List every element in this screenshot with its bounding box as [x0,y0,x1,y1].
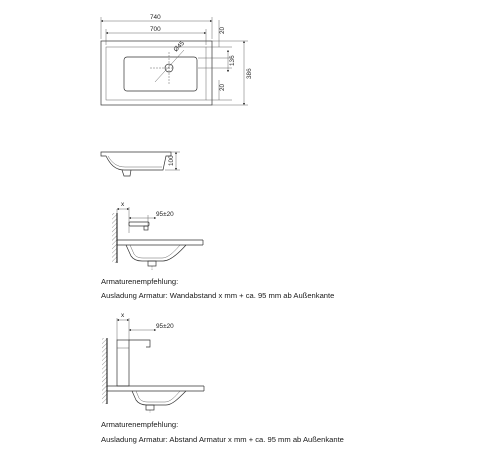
faucet-1 [129,222,149,226]
detail1-heading: Armaturenempfehlung: [101,277,179,286]
right-mid-136-label: 136 [229,55,236,66]
right-bottom-20-label: 20 [219,83,226,91]
basin-rim [106,47,206,100]
detail1-text: Ausladung Armatur: Wandabstand x mm + ca. 95 mm ab Außenkante [101,291,335,300]
wall-hatch-1 [112,213,117,263]
faucet-2 [117,340,129,386]
detail1-offset-label: 95±20 [156,211,174,218]
detail1-x-label: x [121,201,125,208]
basin-section-1 [126,245,186,261]
right-total-386-label: 386 [246,68,253,79]
side-view [101,152,180,176]
detail2-text: Ausladung Armatur: Abstand Armatur x mm + ca. 95 mm ab Außenkante [101,435,344,444]
detail2-heading: Armaturenempfehlung: [101,420,179,429]
detail2-offset-label: 95±20 [156,323,174,330]
wall-hatch-2 [102,338,107,404]
width-inner-label: 700 [150,26,161,33]
basin-outline [101,41,212,105]
detail2-x-label: x [121,312,125,319]
drain-diameter-label: Ø45 [172,39,186,54]
basin-bowl [124,57,197,91]
right-top-20-label: 20 [219,26,226,34]
side-height-100-label: 100 [168,155,175,166]
width-outer-label: 740 [150,14,161,21]
detail-1 [112,201,203,270]
detail-2 [102,312,204,413]
top-view [101,14,253,105]
